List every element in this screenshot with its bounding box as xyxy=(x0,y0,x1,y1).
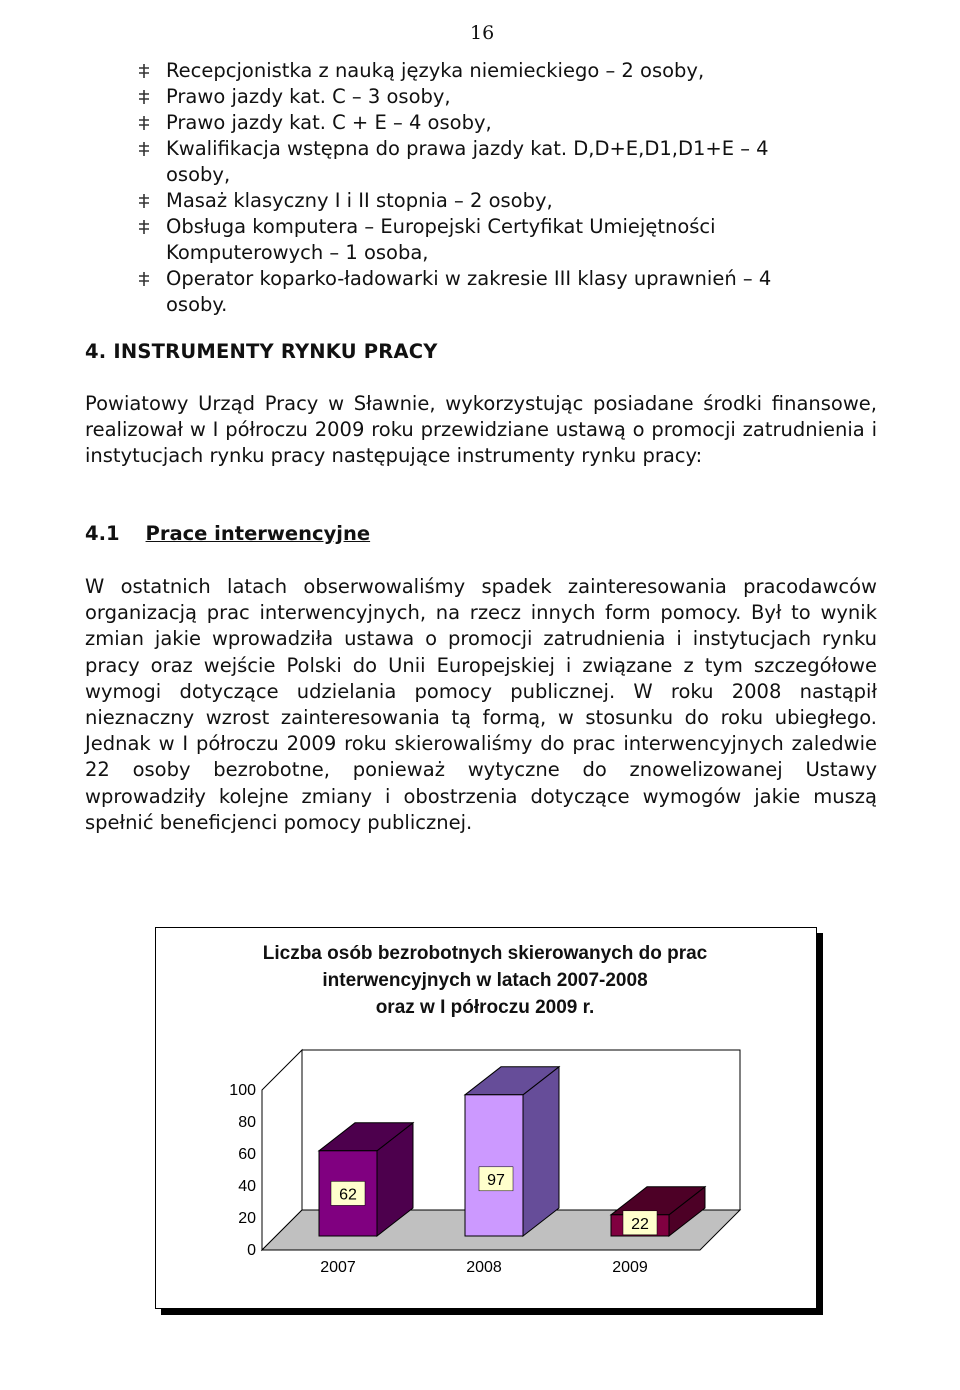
y-tick-label: 20 xyxy=(238,1210,256,1227)
list-item-text: Prawo jazdy kat. C – 3 osoby, xyxy=(166,85,451,108)
y-tick-label: 100 xyxy=(229,1082,256,1099)
y-tick-label: 0 xyxy=(247,1242,256,1259)
data-label: 62 xyxy=(339,1186,357,1204)
subsection-title: Prace interwencyjne xyxy=(145,522,371,545)
chart-title-line: oraz w I półroczu 2009 r. xyxy=(375,997,595,1018)
x-tick-label: 2008 xyxy=(466,1259,502,1276)
subsection-number: 4.1 xyxy=(85,522,120,545)
intro-paragraph: Powiatowy Urząd Pracy w Sławnie, wykorzystując posiadane środki finansowe, realizował w I półroczu 2009 roku przewidziane ustawą o promocji zatrudnienia i instytucjach rynku pracy następujące instrumenty rynku pracy: xyxy=(85,392,877,468)
list-item-text: Operator koparko-ładowarki w zakresie III klasy uprawnień – 4 osoby. xyxy=(166,267,772,316)
x-tick-label: 2009 xyxy=(612,1259,648,1276)
x-tick-label: 2007 xyxy=(320,1259,356,1276)
y-tick-label: 60 xyxy=(238,1146,256,1163)
y-tick-label: 80 xyxy=(238,1114,256,1131)
y-tick-label: 40 xyxy=(238,1178,256,1195)
page-number: 16 xyxy=(470,22,495,44)
list-item-text: Kwalifikacja wstępna do prawa jazdy kat. D,D+E,D1,D1+E – 4 osoby, xyxy=(166,137,769,186)
bar xyxy=(465,1095,523,1236)
data-label: 22 xyxy=(631,1215,649,1233)
list-item-text: Obsługa komputera – Europejski Certyfikat Umiejętności Komputerowych – 1 osoba, xyxy=(166,215,716,264)
list-item-text: Recepcjonistka z nauką języka niemieckiego – 2 osoby, xyxy=(166,59,705,82)
section-number: 4. xyxy=(85,340,107,363)
list-item-text: Prawo jazdy kat. C + E – 4 osoby, xyxy=(166,111,492,134)
chart-title-line: interwencyjnych w latach 2007-2008 xyxy=(322,970,648,991)
body-paragraph: W ostatnich latach obserwowaliśmy spadek zainteresowania pracodawców organizacją prac interwencyjnych, na rzecz innych form pomocy. Był to wynik zmian jakie wprowadziła ustawa o promocji zatrudnienia i instytucjach rynku pracy oraz wejście Polski do Unii Europejskiej i związane z tym szczegółowe wymogi dotyczące udzielania pomocy publicznej. W roku 2008 nastąpił nieznaczny wzrost zainteresowania tą formą, w stosunku do roku ubiegłego. Jednak w I półroczu 2009 roku skierowaliśmy do prac interwencyjnych zaledwie 22 osoby bezrobotne, ponieważ wytyczne do znowelizowanej Ustawy wprowadziły kolejne zmiany i obostrzenia dotyczące wymogów jakie muszą spełnić beneficjenci pomocy publicznej. xyxy=(85,575,877,834)
section-title: INSTRUMENTY RYNKU PRACY xyxy=(113,340,438,363)
bar-side xyxy=(523,1067,559,1236)
data-label: 97 xyxy=(487,1171,505,1189)
list-item-text: Masaż klasyczny I i II stopnia – 2 osoby, xyxy=(166,189,553,212)
chart-title-line: Liczba osób bezrobotnych skierowanych do prac xyxy=(262,943,708,964)
